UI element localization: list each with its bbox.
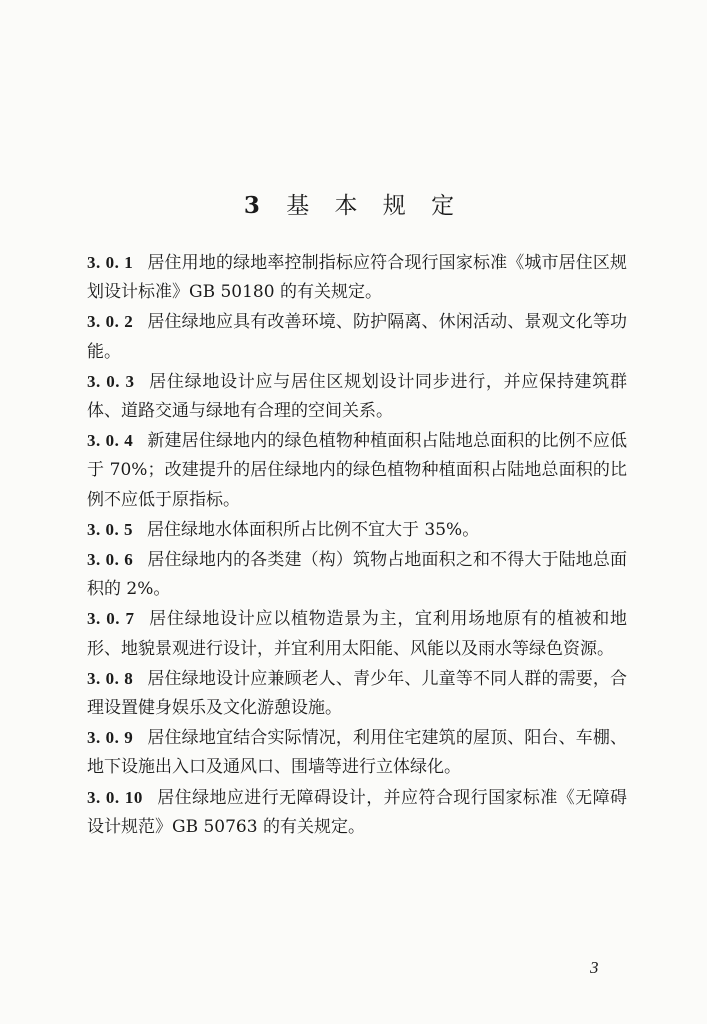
chapter-title: 基 本 规 定 [286, 193, 464, 220]
clause-3-0-9 [87, 723, 627, 782]
clause-list [87, 248, 627, 842]
clause-3-0-2 [87, 307, 627, 366]
clause-3-0-3 [87, 367, 627, 426]
clause-number: 3. 0. 7 [87, 609, 135, 629]
clause-text: 居住绿地设计应与居住区规划设计同步进行，并应保持建筑群体、道路交通与绿地有合理的空间关系。 [87, 371, 628, 422]
clause-3-0-4 [87, 426, 627, 515]
clause-text: 新建居住绿地内的绿色植物种植面积占陆地总面积的比例不应低于 70%；改建提升的居住绿地内的绿色植物种植面积占陆地总面积的比例不应低于原指标。 [87, 431, 628, 510]
clause-text: 居住绿地应进行无障碍设计，并应符合现行国家标准《无障碍设计规范》GB 50763 的有关规定。 [87, 787, 627, 837]
clause-number: 3. 0. 1 [87, 253, 134, 272]
clause-3-0-8 [87, 664, 627, 723]
clause-text: 居住绿地内的各类建（构）筑物占地面积之和不得大于陆地总面积的 2%。 [87, 550, 628, 600]
clause-number: 3. 0. 3 [87, 371, 135, 391]
clause-text: 居住绿地宜结合实际情况，利用住宅建筑的屋顶、阳台、车棚、地下设施出入口及通风口、围墙等进行立体绿化。 [87, 728, 628, 778]
clause-3-0-5 [87, 515, 627, 545]
clause-number: 3. 0. 2 [87, 312, 134, 332]
clause-text: 居住绿地设计应兼顾老人、青少年、儿童等不同人群的需要，合理设置健身娱乐及文化游憩设施。 [87, 668, 628, 719]
page-number: 3 [590, 958, 599, 977]
clause-number: 3. 0. 5 [87, 519, 133, 539]
clause-text: 居住绿地应具有改善环境、防护隔离、休闲活动、景观文化等功能。 [87, 312, 628, 362]
clause-number: 3. 0. 4 [87, 431, 134, 451]
chapter-number: 3 [243, 192, 260, 220]
clause-3-0-6 [87, 545, 627, 604]
clause-number: 3. 0. 8 [87, 668, 134, 688]
clause-3-0-10 [87, 783, 627, 842]
clause-text: 居住绿地水体面积所占比例不宜大于 35%。 [147, 519, 480, 540]
clause-number: 3. 0. 6 [87, 550, 134, 570]
clause-3-0-1 [87, 248, 627, 307]
clause-text: 居住绿地设计应以植物造景为主，宜利用场地原有的植被和地形、地貌景观进行设计，并宜利用太阳能、风能以及雨水等绿色资源。 [87, 609, 628, 659]
clause-number: 3. 0. 10 [87, 787, 143, 807]
clause-number: 3. 0. 9 [87, 728, 134, 748]
clause-text: 居住用地的绿地率控制指标应符合现行国家标准《城市居住区规划设计标准》GB 50180 的有关规定。 [87, 253, 628, 303]
clause-3-0-7 [87, 604, 627, 663]
chapter-heading [0, 187, 707, 220]
